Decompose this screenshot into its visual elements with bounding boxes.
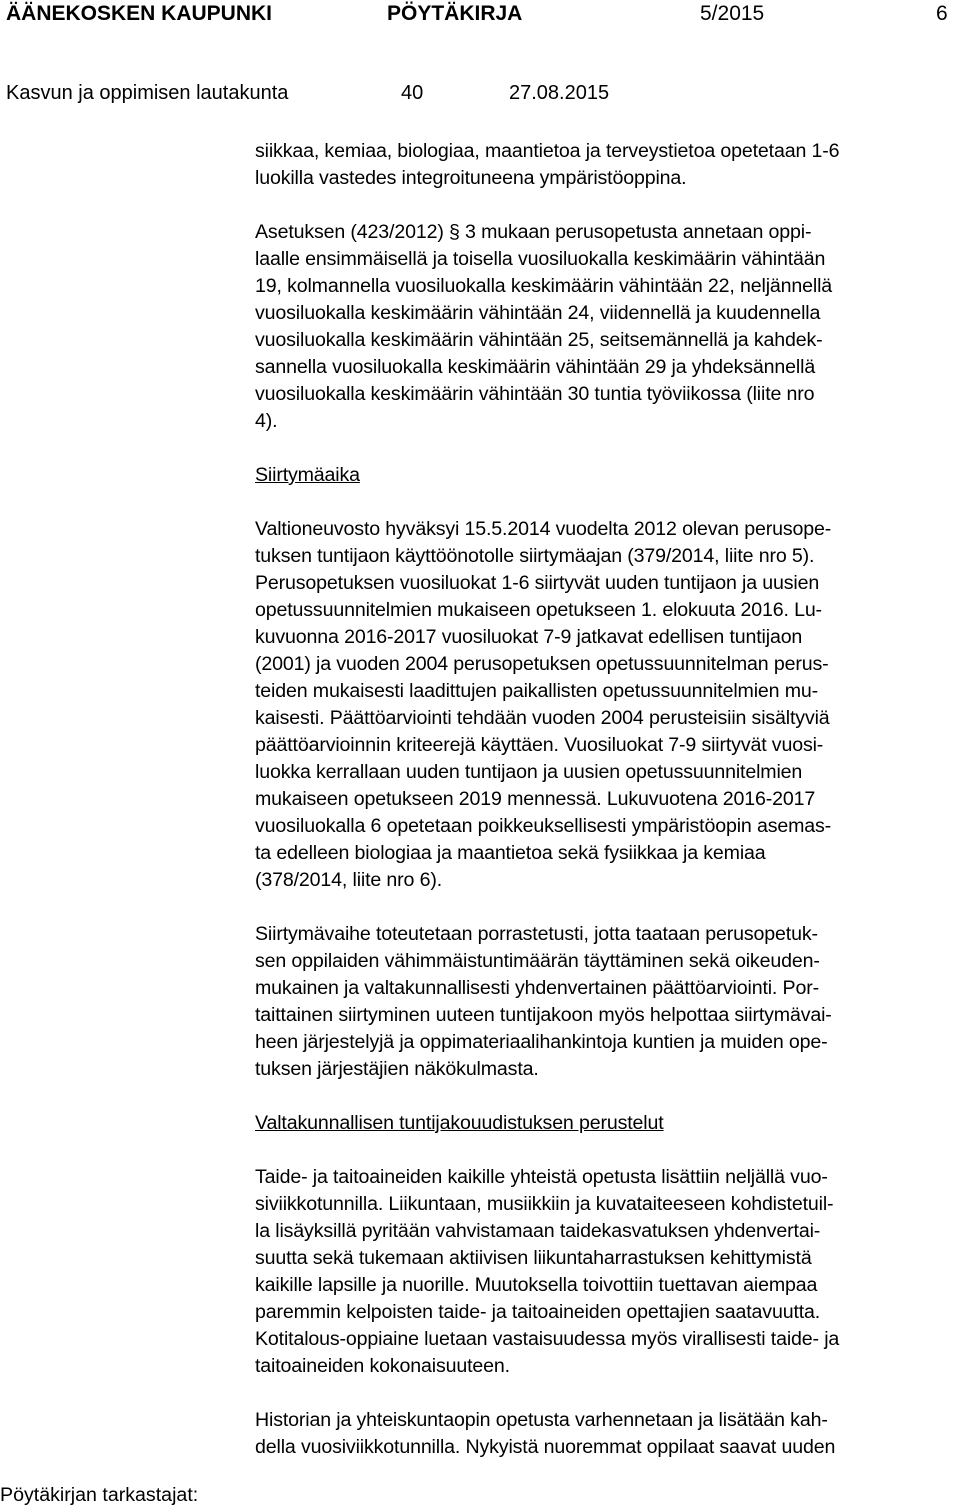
text-line: Asetuksen (423/2012) § 3 mukaan perusopetusta annetaan oppi- — [255, 221, 812, 243]
text-line: heen järjestelyjä ja oppimateriaalihankintoja kuntien ja muiden ope- — [255, 1031, 828, 1053]
text-line: la lisäyksillä pyritään vahvistamaan taidekasvatuksen yhdenvertai- — [255, 1220, 821, 1242]
text-line: mukainen ja valtakunnallisesti yhdenvertainen päättöarviointi. Por- — [255, 977, 819, 999]
text-line: (2001) ja vuoden 2004 perusopetuksen opetussuunnitelman perus- — [255, 653, 829, 675]
text-line: kaikille lapsille ja nuorille. Muutoksella toivottiin tuettavan aiempaa — [255, 1274, 818, 1296]
text-line: päättöarvioinnin kriteerejä käyttäen. Vuosiluokat 7-9 siirtyvät vuosi- — [255, 734, 824, 756]
text-line: sannella vuosiluokalla keskimäärin vähintään 29 ja yhdeksännellä — [255, 356, 816, 378]
text-line: paremmin kelpoisten taide- ja taitoaineiden opettajien saatavuutta. — [255, 1301, 821, 1323]
text-line: vuosiluokalla 6 opetetaan poikkeuksellisesti ympäristöopin asemas- — [255, 815, 832, 837]
text-line: 4). — [255, 410, 278, 432]
organization-name: ÄÄNEKOSKEN KAUPUNKI — [6, 2, 273, 25]
text-line: Kotitalous-oppiaine luetaan vastaisuudessa myös virallisesti taide- ja — [255, 1328, 840, 1350]
text-line: tuksen tuntijaon käyttöönotolle siirtymäajan (379/2014, liite nro 5). — [255, 545, 815, 567]
text-line: vuosiluokalla keskimäärin vähintään 24, viidennellä ja kuudennella — [255, 302, 821, 324]
text-line: kuvuonna 2016-2017 vuosiluokat 7-9 jatkavat edellisen tuntijaon — [255, 626, 803, 648]
text-line: della vuosiviikkotunnilla. Nykyistä nuoremmat oppilaat saavat uuden — [255, 1436, 836, 1458]
paragraph — [255, 921, 955, 1083]
text-line: laalle ensimmäisellä ja toisella vuosiluokalla keskimäärin vähintään — [255, 248, 826, 270]
committee-name: Kasvun ja oppimisen lautakunta — [6, 82, 289, 104]
document-header — [0, 0, 960, 28]
paragraph — [255, 1407, 955, 1461]
text-line: vuosiluokalla keskimäärin vähintään 25, seitsemännellä ja kahdek- — [255, 329, 823, 351]
paragraph — [255, 138, 955, 192]
text-line: Siirtymäaika — [255, 464, 360, 486]
text-line: siikkaa, kemiaa, biologiaa, maantietoa ja terveystietoa opetetaan 1-6 — [255, 140, 840, 162]
section-heading — [255, 1110, 955, 1137]
document-type: PÖYTÄKIRJA — [387, 2, 523, 25]
meeting-info — [0, 82, 960, 108]
paragraph — [255, 219, 955, 435]
text-line: taittainen siirtyminen uuteen tuntijakoon myös helpottaa siirtymävai- — [255, 1004, 832, 1026]
text-line: ta edelleen biologiaa ja maantietoa sekä fysiikkaa ja kemiaa — [255, 842, 766, 864]
section-heading — [255, 462, 955, 489]
text-line: Valtakunnallisen tuntijakouudistuksen perustelut — [255, 1112, 664, 1134]
meeting-date: 27.08.2015 — [509, 82, 610, 104]
text-line: Siirtymävaihe toteutetaan porrastetusti, jotta taataan perusopetuk- — [255, 923, 818, 945]
text-line: Perusopetuksen vuosiluokat 1-6 siirtyvät uuden tuntijaon ja uusien — [255, 572, 820, 594]
paragraph — [255, 1164, 955, 1380]
text-line: Taide- ja taitoaineiden kaikille yhteistä opetusta lisättiin neljällä vuo- — [255, 1166, 828, 1188]
footer-label: Pöytäkirjan tarkastajat: — [0, 1484, 199, 1506]
text-line: mukaiseen opetukseen 2019 mennessä. Lukuvuotena 2016-2017 — [255, 788, 816, 810]
text-line: vuosiluokalla keskimäärin vähintään 30 tuntia työviikossa (liite nro — [255, 383, 815, 405]
text-line: taitoaineiden kokonaisuuteen. — [255, 1355, 510, 1377]
document-body — [255, 138, 955, 1461]
text-line: sen oppilaiden vähimmäistuntimäärän täyttäminen sekä oikeuden- — [255, 950, 820, 972]
text-line: kaisesti. Päättöarviointi tehdään vuoden 2004 perusteisiin sisältyviä — [255, 707, 830, 729]
text-line: Historian ja yhteiskuntaopin opetusta varhennetaan ja lisätään kah- — [255, 1409, 828, 1431]
text-line: tuksen järjestäjien näkökulmasta. — [255, 1058, 539, 1080]
text-line: teiden mukaisesti laadittujen paikallisten opetussuunnitelmien mu- — [255, 680, 818, 702]
text-line: luokka kerrallaan uuden tuntijaon ja uusien opetussuunnitelmien — [255, 761, 803, 783]
text-line: luokilla vastedes integroituneena ympäristöoppina. — [255, 167, 687, 189]
paragraph — [255, 516, 955, 894]
text-line: opetussuunnitelmien mukaiseen opetukseen 1. elokuuta 2016. Lu- — [255, 599, 822, 621]
page-number: 6 — [936, 2, 948, 25]
text-line: suutta sekä tukemaan aktiivisen liikuntaharrastuksen kehittymistä — [255, 1247, 812, 1269]
section-number: 40 — [401, 82, 424, 104]
text-line: Valtioneuvosto hyväksyi 15.5.2014 vuodelta 2012 olevan perusope- — [255, 518, 832, 540]
text-line: 19, kolmannella vuosiluokalla keskimäärin vähintään 22, neljännellä — [255, 275, 833, 297]
document-number: 5/2015 — [700, 2, 765, 25]
text-line: siviikkotunnilla. Liikuntaan, musiikkiin ja kuvataiteeseen kohdistetuil- — [255, 1193, 834, 1215]
text-line: (378/2014, liite nro 6). — [255, 869, 443, 891]
